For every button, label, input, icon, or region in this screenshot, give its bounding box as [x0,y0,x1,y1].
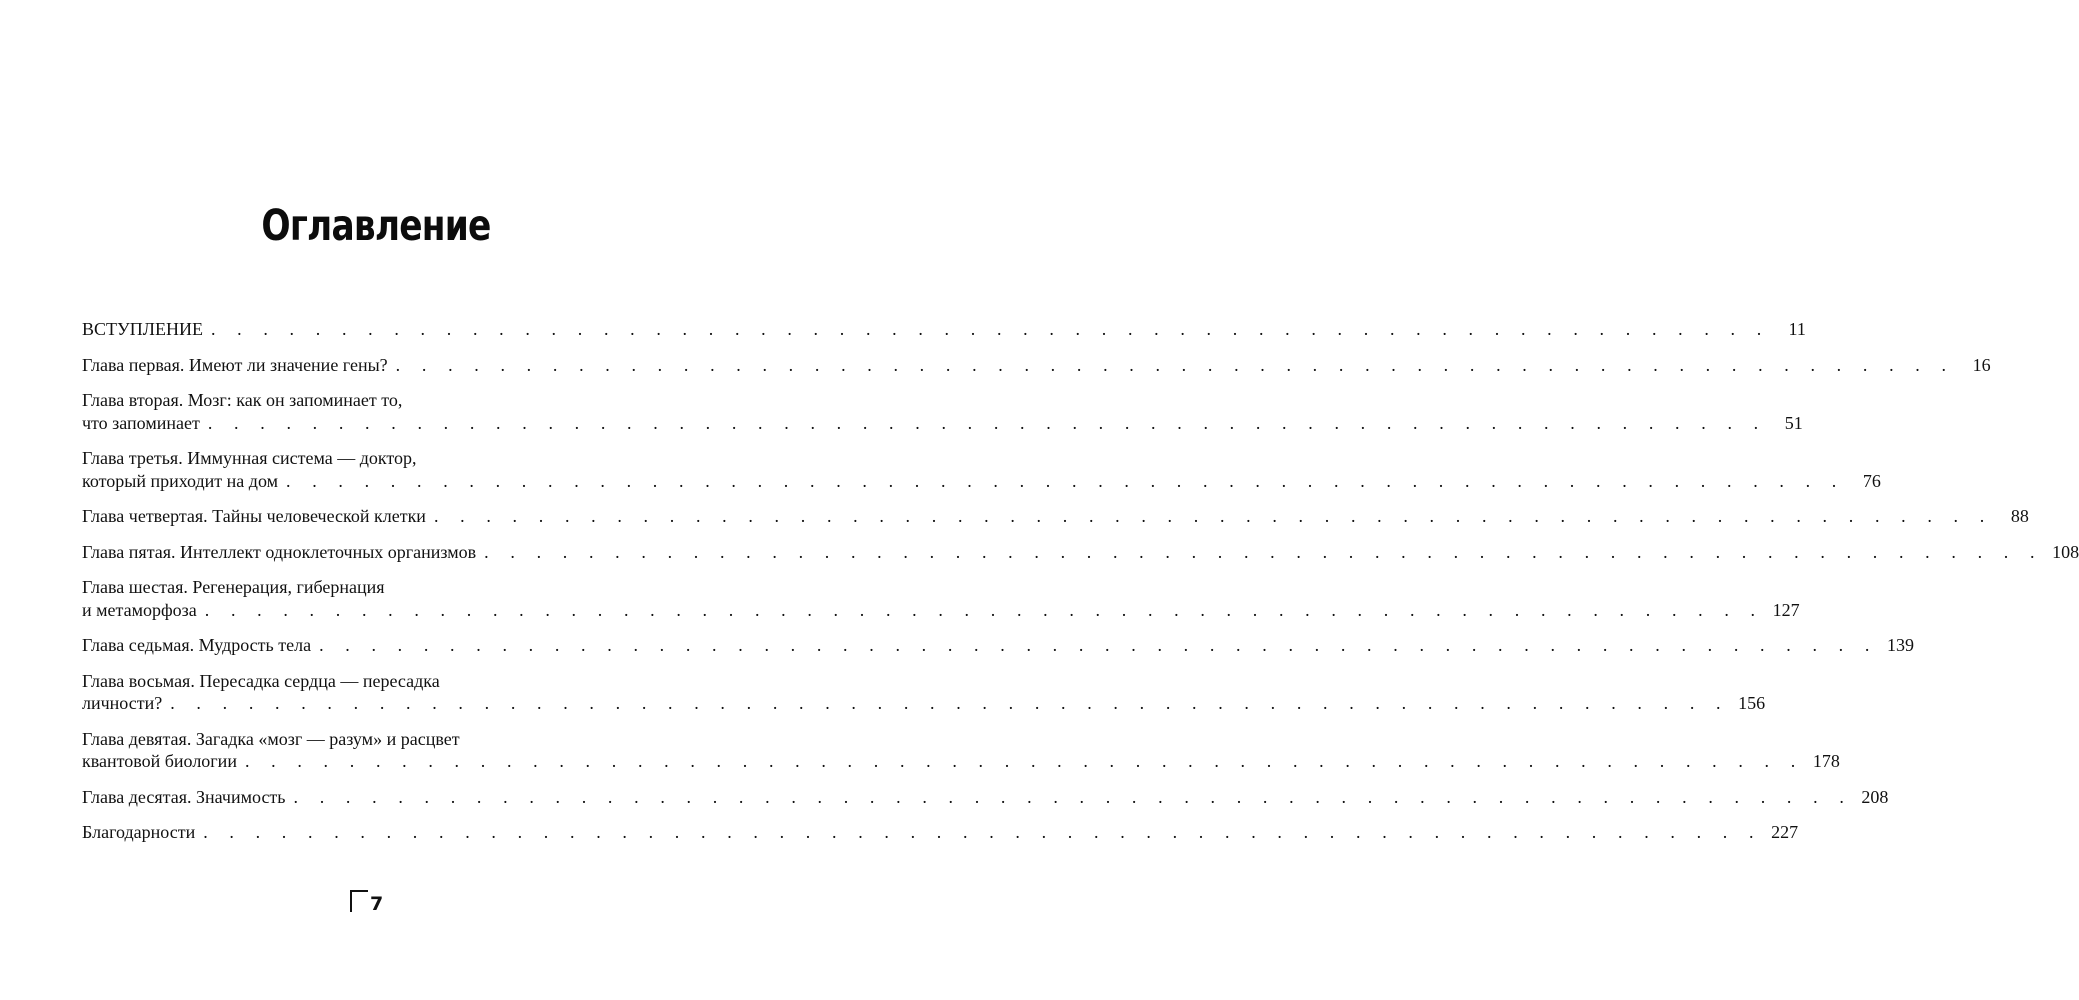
toc-page-number: 88 [2010,506,2029,526]
toc-entry-line [82,576,666,599]
toc-entry [82,354,1991,377]
dot-leader: . . . . . . . . . . . . . . . . . . . . . . . . . . . . . . . . . . . . . . . . . . . . . . . . . . . . . . . . . . . . [170,693,1730,713]
toc-entry-title: личности? [82,693,163,713]
toc-entry-line [82,389,666,412]
toc-entry-line [82,318,1806,341]
toc-entry-title: Глава восьмая. Пересадка сердца — пересадка [82,670,440,691]
toc-entry-line [82,541,2079,564]
toc-entry-line [82,670,666,693]
toc-entry-line [82,786,1889,809]
page-number-value: 7 [370,893,384,915]
dot-leader: . . . . . . . . . . . . . . . . . . . . . . . . . . . . . . . . . . . . . . . . . . . . . . . . . . . . . . . . . . . . [484,541,2044,562]
toc-entry-title: Глава четвертая. Тайны человеческой клетки [82,506,426,526]
dot-leader: . . . . . . . . . . . . . . . . . . . . . . . . . . . . . . . . . . . . . . . . . . . . . . . . . . . . . . . . . . . . [286,470,1845,491]
toc-page-number: 11 [1788,319,1806,339]
dot-leader: . . . . . . . . . . . . . . . . . . . . . . . . . . . . . . . . . . . . . . . . . . . . . . . . . . . . . . . . . . . . [293,786,1853,807]
toc-entry-title: Глава пятая. Интеллект одноклеточных организмов [82,541,477,562]
dot-leader: . . . . . . . . . . . . . . . . . . . . . . . . . . . . . . . . . . . . . . . . . . . . . . . . . . . . . . . . . . . . [433,506,1993,526]
toc-entry [82,728,1840,773]
toc-entry [82,505,2029,528]
toc-entry [82,447,1881,492]
dot-leader: . . . . . . . . . . . . . . . . . . . . . . . . . . . . . . . . . . . . . . . . . . . . . . . . . . . . . . . . . . . . [207,412,1767,433]
toc-entry-line [82,821,1799,844]
toc-entry-line [82,505,2029,528]
toc-entry [82,634,1914,657]
toc-entry-line [82,634,1914,657]
page-title: Оглавление [261,201,491,251]
dot-leader: . . . . . . . . . . . . . . . . . . . . . . . . . . . . . . . . . . . . . . . . . . . . . . . . . . . . . . . . . . . . [244,751,1804,771]
toc-entry-title: Глава вторая. Мозг: как он запоминает то, [82,390,403,410]
toc-page-number: 208 [1861,786,1889,807]
dot-leader: . . . . . . . . . . . . . . . . . . . . . . . . . . . . . . . . . . . . . . . . . . . . . . . . . . . . . . . . . . . . [203,822,1763,842]
toc-entry-line [82,599,1800,622]
toc-page-number: 51 [1784,412,1803,433]
toc-entry-line [82,728,666,751]
dot-leader: . . . . . . . . . . . . . . . . . . . . . . . . . . . . . . . . . . . . . . . . . . . . . . . . . . . . . . . . . . . . [204,599,1764,620]
toc-entry [82,576,1800,621]
toc-entry-title: Глава девятая. Загадка «мозг — разум» и расцвет [82,728,460,749]
toc-page-number: 139 [1886,635,1914,655]
toc-entry-title: который приходит на дом [82,470,278,491]
dot-leader: . . . . . . . . . . . . . . . . . . . . . . . . . . . . . . . . . . . . . . . . . . . . . . . . . . . . . . . . . . . . [210,319,1770,339]
toc-entry [82,389,1803,434]
toc-entry-line [82,470,1881,493]
toc-entry-title: что запоминает [82,412,200,433]
toc-entry-title: Благодарности [82,822,196,842]
toc-page-number: 16 [1972,354,1991,375]
toc-entry-line [82,447,666,470]
toc-page-number: 76 [1862,470,1881,491]
toc-entry-title: квантовой биологии [82,751,237,771]
toc-entry [82,670,1766,715]
dot-leader: . . . . . . . . . . . . . . . . . . . . . . . . . . . . . . . . . . . . . . . . . . . . . . . . . . . . . . . . . . . . [319,635,1878,655]
toc-page-number: 227 [1771,822,1799,842]
toc-entry-title: Глава седьмая. Мудрость тела [82,635,312,655]
dot-leader: . . . . . . . . . . . . . . . . . . . . . . . . . . . . . . . . . . . . . . . . . . . . . . . . . . . . . . . . . . . . [395,354,1955,375]
toc-entry-title: Глава третья. Иммунная система — доктор, [82,448,417,468]
toc-entry-line [82,692,1766,715]
table-of-contents [82,318,2079,844]
toc-entry [82,821,1799,844]
toc-entry [82,786,1889,809]
toc-entry-title: и метаморфоза [82,599,197,620]
toc-entry-line [82,750,1840,773]
toc-page-number: 108 [2052,541,2079,562]
toc-entry-title: Глава шестая. Регенерация, гибернация [82,577,385,597]
toc-entry-line [82,354,1991,377]
toc-entry-title: Глава десятая. Значимость [82,786,286,807]
toc-page-number: 156 [1738,693,1766,713]
page-number [350,888,390,916]
toc-entry [82,541,2079,564]
toc-page-number: 178 [1812,751,1840,771]
toc-entry-title: ВСТУПЛЕНИЕ [82,319,203,339]
toc-entry [82,318,1806,341]
toc-page-number: 127 [1772,599,1800,620]
toc-entry-title: Глава первая. Имеют ли значение гены? [82,354,388,375]
corner-mark-icon [350,890,368,912]
toc-entry-line [82,412,1803,435]
